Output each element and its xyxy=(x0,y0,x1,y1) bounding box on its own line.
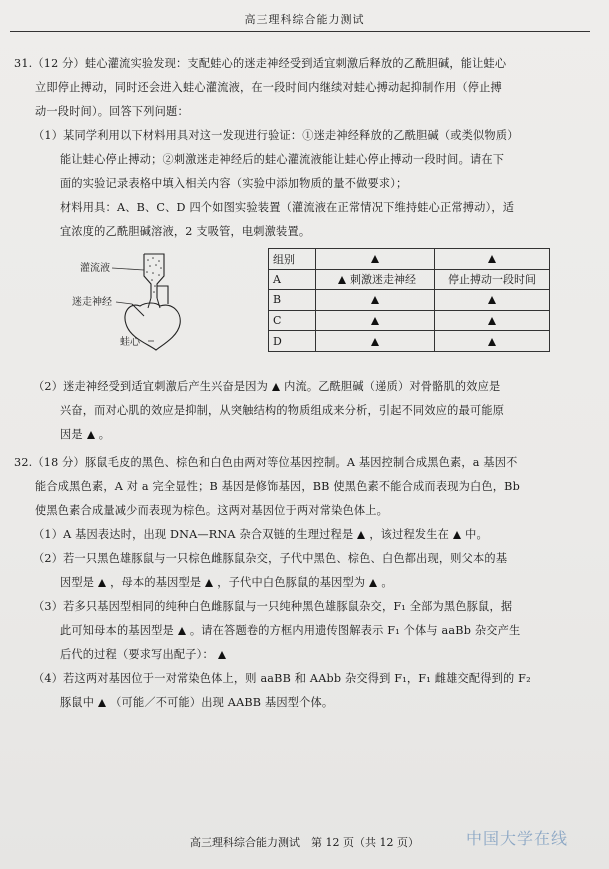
q32-part4-line-2 xyxy=(60,691,333,715)
table-cell xyxy=(435,269,550,290)
table-cell xyxy=(435,290,550,311)
q31-line-3: 动一段时间）。回答下列问题： xyxy=(35,105,189,118)
q31-line-2: 立即停止搏动，同时还会进入蛙心灌流液，在一段时间内继续对蛙心搏动起抑制作用（停止搏 xyxy=(35,81,502,94)
q31-part1-line-4: 材料用具：A、B、C、D 四个如图实验装置（灌流液在正常情况下维持蛙心正常搏动），适 xyxy=(60,201,515,214)
table-header-blank-2 xyxy=(435,249,550,270)
table-cell xyxy=(316,269,435,290)
answer-blank-triangle-icon xyxy=(178,627,186,635)
answer-blank-triangle-icon xyxy=(357,531,365,539)
answer-blank-triangle-icon xyxy=(98,579,106,587)
q32-part2-text-b: ，母本的基因型是 xyxy=(110,576,202,589)
answer-blank-triangle-icon xyxy=(371,338,379,346)
page-footer: 高三理科综合能力测试 第 12 页（共 12 页） xyxy=(190,836,419,849)
q32-part4-text-b: （可能／不可能）出现 AABB 基因型个体。 xyxy=(110,696,334,709)
q32-part1-text-a: （1）A 基因表达时，出现 DNA—RNA 杂合双链的生理过程是 xyxy=(33,528,354,541)
q32-part2-line-1: （2）若一只黑色雄豚鼠与一只棕色雌豚鼠杂交，子代中黑色、棕色、白色都出现，则父本的基 xyxy=(33,552,508,565)
answer-blank-triangle-icon xyxy=(453,531,461,539)
diagram-label-fluid: 灌流液 xyxy=(80,263,110,274)
answer-blank-triangle-icon xyxy=(371,317,379,325)
q32-part1-line xyxy=(33,523,488,547)
table-cell xyxy=(435,310,550,331)
q32-part3-line-3 xyxy=(60,643,230,667)
q31-part2-text-b: 内流。乙酰胆碱（递质）对骨骼肌的效应是 xyxy=(284,380,501,393)
table-cell-group: B xyxy=(269,290,316,311)
q32-part1-text-b: ，该过程发生在 xyxy=(369,528,450,541)
watermark-text: 中国大学在线 xyxy=(466,829,569,848)
table-row xyxy=(269,310,550,331)
table-cell xyxy=(316,310,435,331)
answer-blank-triangle-icon xyxy=(272,383,280,391)
q32-part1-text-c: 中。 xyxy=(465,528,488,541)
table-cell-group: D xyxy=(269,331,316,352)
q31-part2-line-1 xyxy=(33,375,500,399)
table-row xyxy=(269,269,550,290)
answer-blank-triangle-icon xyxy=(87,431,95,439)
answer-blank-triangle-icon xyxy=(488,255,496,263)
q32-part3-text-a: 此可知母本的基因型是 xyxy=(60,624,174,637)
q31-part2-line-3 xyxy=(60,423,110,447)
frog-heart-apparatus-diagram xyxy=(60,246,250,358)
table-cell-text: 刺激迷走神经 xyxy=(350,273,416,287)
answer-blank-triangle-icon xyxy=(369,579,377,587)
q31-part2-line3-text-b: 。 xyxy=(98,428,111,441)
q32-part3-text-b: 。请在答题卷的方框内用遗传图解表示 F₁ 个体与 aaBb 杂交产生 xyxy=(189,624,521,637)
table-row xyxy=(269,331,550,352)
q32-part2-text-c: ，子代中白色豚鼠的基因型为 xyxy=(217,576,366,589)
table-header-group: 组别 xyxy=(269,249,316,270)
q31-part1-line-2: 能让蛙心停止搏动；②刺激迷走神经后的蛙心灌流液能让蛙心停止搏动一段时间。请在下 xyxy=(60,153,505,166)
q32-part2-line-2 xyxy=(60,571,393,595)
q31-part2-line-2: 兴奋，而对心肌的效应是抑制，从突触结构的物质组成来分析，引起不同效应的最可能原 xyxy=(60,404,505,417)
experiment-record-table xyxy=(268,248,550,352)
table-cell-group: A xyxy=(269,269,316,290)
q32-part3-text-c: 后代的过程（要求写出配子）： xyxy=(60,648,214,661)
answer-blank-triangle-icon xyxy=(205,579,213,587)
answer-blank-triangle-icon xyxy=(338,276,346,284)
table-cell-text: 停止搏动一段时间 xyxy=(448,273,536,287)
table-cell xyxy=(316,290,435,311)
q32-part2-text-a: 因型是 xyxy=(60,576,95,589)
answer-blank-triangle-icon xyxy=(488,296,496,304)
q32-line-2: 能合成黑色素，A 对 a 完全显性；B 基因是修饰基因，BB 使黑色素不能合成而表现为白色，Bb xyxy=(35,480,520,493)
table-cell xyxy=(316,331,435,352)
answer-blank-triangle-icon xyxy=(371,296,379,304)
q32-part2-text-d: 。 xyxy=(381,576,393,589)
q31-part2-line3-text-a: 因是 xyxy=(60,428,83,441)
answer-blank-triangle-icon xyxy=(98,699,106,707)
q32-part3-line-2 xyxy=(60,619,520,643)
answer-blank-triangle-icon xyxy=(371,255,379,263)
q31-line-1: 31.（12 分）蛙心灌流实验发现：支配蛙心的迷走神经受到适宜刺激后释放的乙酰胆碱，能让蛙心 xyxy=(14,57,507,70)
diagram-label-nerve: 迷走神经 xyxy=(72,297,112,308)
q32-part4-line-1: （4）若这两对基因位于一对常染色体上，则 aaBB 和 AAbb 杂交得到 F₁，F₁ 雌雄交配得到的 F₂ xyxy=(33,672,531,685)
table-cell xyxy=(435,331,550,352)
answer-blank-triangle-icon xyxy=(218,651,226,659)
table-header-blank-1 xyxy=(316,249,435,270)
q31-part1-line-3: 面的实验记录表格中填入相关内容（实验中添加物质的量不做要求）； xyxy=(60,177,408,190)
q32-part4-text-a: 豚鼠中 xyxy=(60,696,95,709)
q31-part1-line-5: 宜浓度的乙酰胆碱溶液，2 支吸管，电刺激装置。 xyxy=(60,225,311,238)
table-row xyxy=(269,290,550,311)
q32-part3-line-1: （3）若多只基因型相同的纯种白色雌豚鼠与一只纯种黑色雄豚鼠杂交，F₁ 全部为黑色豚鼠，据 xyxy=(33,600,513,613)
diagram-label-heart: 蛙心 xyxy=(120,337,140,348)
answer-blank-triangle-icon xyxy=(488,338,496,346)
header-rule xyxy=(10,31,590,32)
table-header-row xyxy=(269,249,550,270)
answer-blank-triangle-icon xyxy=(488,317,496,325)
page-header-title: 高三理科综合能力测试 xyxy=(244,13,365,26)
q32-line-3: 使黑色素合成量减少而表现为棕色。这两对基因位于两对常染色体上。 xyxy=(35,504,389,517)
q32-line-1: 32.（18 分）豚鼠毛皮的黑色、棕色和白色由两对等位基因控制。A 基因控制合成黑色素，a 基因不 xyxy=(14,456,518,469)
table-cell-group: C xyxy=(269,310,316,331)
q31-part2-text-a: （2）迷走神经受到适宜刺激后产生兴奋是因为 xyxy=(33,380,269,393)
q31-part1-line-1: （1）某同学利用以下材料用具对这一发现进行验证：①迷走神经释放的乙酰胆碱（或类似物质） xyxy=(33,129,519,142)
